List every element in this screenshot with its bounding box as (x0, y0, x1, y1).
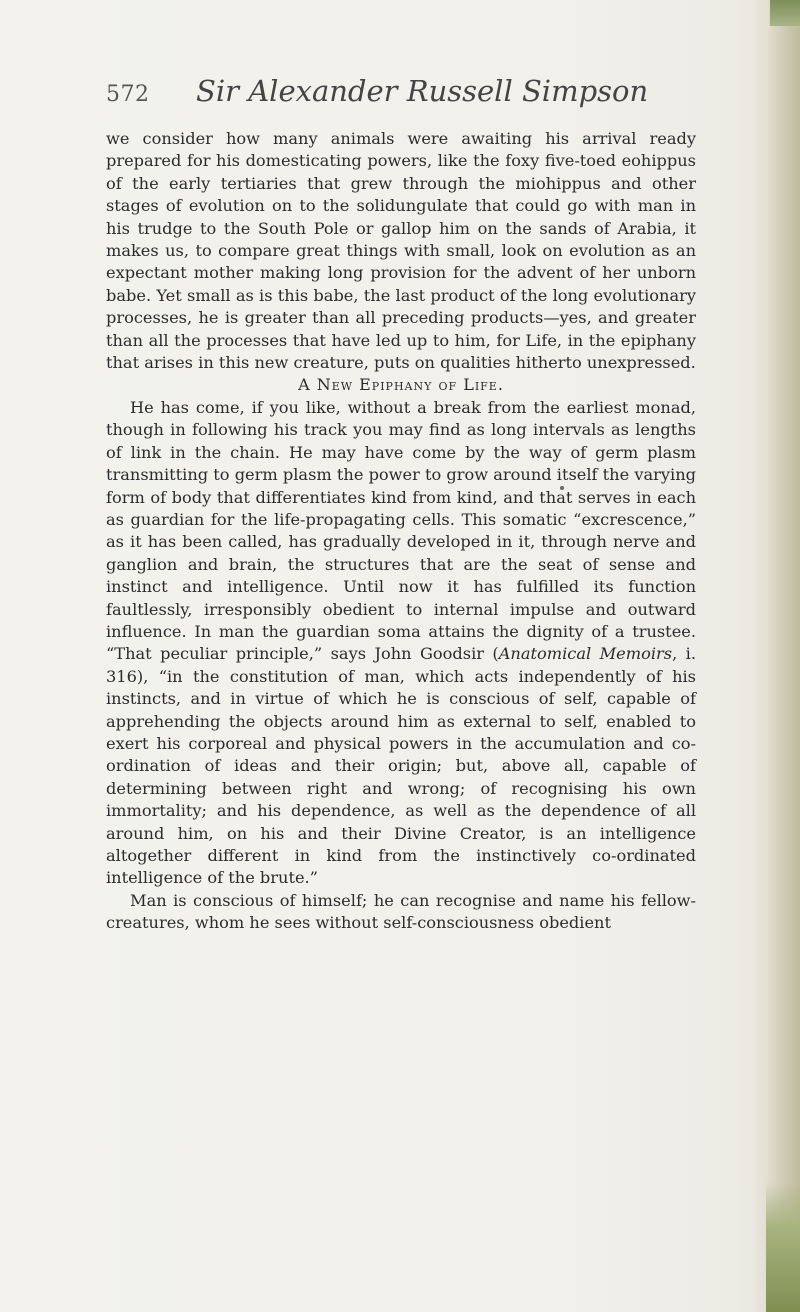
paragraph-2-part-1: He has come, if you like, without a break from the earliest monad, though in following his track you may find as long intervals as lengths of link in the chain. He may have come by the way of germ plasm transmitting to germ plasm the power to grow around itself the varying form of body that differentiates kind from kind, and that serves in each as guardian for the life-propagating cells. This somatic “excrescence,” as it has been called, has gradually developed in it, through nerve and ganglion and brain, the structures that are the seat of sense and instinct and intelligence. Until now it has fulfilled its function faultlessly, irresponsibly obedient to internal impulse and outward influence. In man the guardian soma attains the dignity of a trustee. “That peculiar principle,” says John Goodsir ( (106, 397, 696, 664)
paragraph-2 (106, 397, 696, 890)
section-heading: A New Epiphany of Life. (298, 375, 504, 395)
paragraph-2-part-2: , i. 316), “in the constitution of man, which acts independently of his instincts, and in virtue of which he is conscious of self, capable of apprehending the objects around him as external to self, enabled to exert his corporeal and physical powers in the accumulation and co-ordination of ideas and their origin; but, above all, capable of determining between right and wrong; of recognising his own immortality; and his dependence, as well as the dependence of all around him, on his and their Divine Creator, is an intelligence altogether different in kind from the instinctively co-ordinated intelligence of the brute.” (106, 644, 696, 888)
paragraph-3: Man is conscious of himself; he can recognise and name his fellow-creatures, whom he sees without self-consciousness obedient (106, 890, 696, 933)
body-text (106, 128, 696, 935)
page-edge-tab-bottom (766, 1182, 800, 1312)
page-edge-shadow (752, 0, 800, 1312)
page-number: 572 (106, 82, 150, 107)
citation-title: Anatomical Memoirs (498, 644, 673, 664)
page-header (106, 74, 696, 114)
paragraph-1: we consider how many animals were awaiting his arrival ready prepared for his domesticating powers, like the foxy five-toed eohippus of the early tertiaries that grew through the miohippus and other stages of evolution on to the solidungulate that could go with man in his trudge to the South Pole or gallop him on the sands of Arabia, it makes us, to compare great things with small, look on evolution as an expectant mother making long provision for the advent of her unborn babe. Yet small as is this babe, the last product of the long evolutionary processes, he is greater than all preceding products—yes, and greater than all the processes that have led up to him, for Life, in the epiphany that arises in this new creature, puts on qualities hitherto unexpressed. (106, 129, 696, 373)
running-title: Sir Alexander Russell Simpson (196, 74, 649, 108)
page-edge-tab-top (770, 0, 800, 26)
